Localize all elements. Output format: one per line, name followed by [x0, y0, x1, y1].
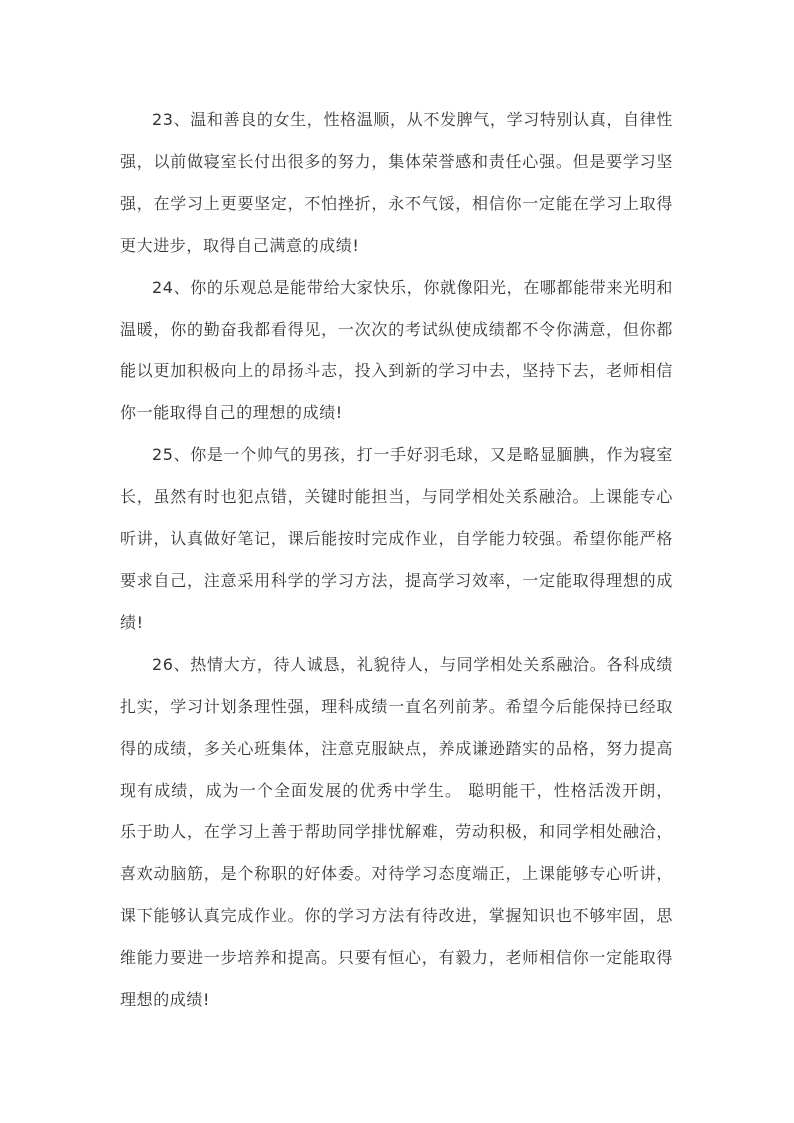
comment-paragraph-24: 24、你的乐观总是能带给大家快乐，你就像阳光，在哪都能带来光明和温暖，你的勤奋我都看得见，一次次的考试纵使成绩都不令你满意，但你都能以更加积极向上的昂扬斗志，投入到新的学习中去，坚持下去，老师相信你一能取得自己的理想的成绩!: [120, 277, 673, 423]
comment-paragraph-26: 26、热情大方，待人诚恳，礼貌待人，与同学相处关系融洽。各科成绩扎实，学习计划条理性强，理科成绩一直名列前茅。希望今后能保持已经取得的成绩，多关心班集体，注意克服缺点，养成谦逊踏实的品格，努力提高现有成绩，成为一个全面发展的优秀中学生。 聪明能干，性格活泼开朗，乐于助人，在学习上善于帮助同学排忧解难，劳动积极，和同学相处融洽，喜欢动脑筋，是个称职的好体委。对待学习态度端正，上课能够专心听讲，课下能够认真完成作业。你的学习方法有待改进，掌握知识也不够牢固，思维能力要进一步培养和提高。只要有恒心，有毅力，老师相信你一定能取得理想的成绩!: [120, 654, 673, 1010]
comment-paragraph-23: 23、温和善良的女生，性格温顺，从不发脾气，学习特别认真，自律性强，以前做寝室长付出很多的努力，集体荣誉感和责任心强。但是要学习坚强，在学习上更要坚定，不怕挫折，永不气馁，相信你一定能在学习上取得更大进步，取得自己满意的成绩!: [120, 110, 673, 255]
document-body: [120, 99, 673, 1021]
comment-paragraph-25: 25、你是一个帅气的男孩，打一手好羽毛球，又是略显腼腆，作为寝室长，虽然有时也犯点错，关键时能担当，与同学相处关系融洽。上课能专心听讲，认真做好笔记，课后能按时完成作业，自学能力较强。希望你能严格要求自己，注意采用科学的学习方法，提高学习效率，一定能取得理想的成绩!: [120, 445, 673, 632]
